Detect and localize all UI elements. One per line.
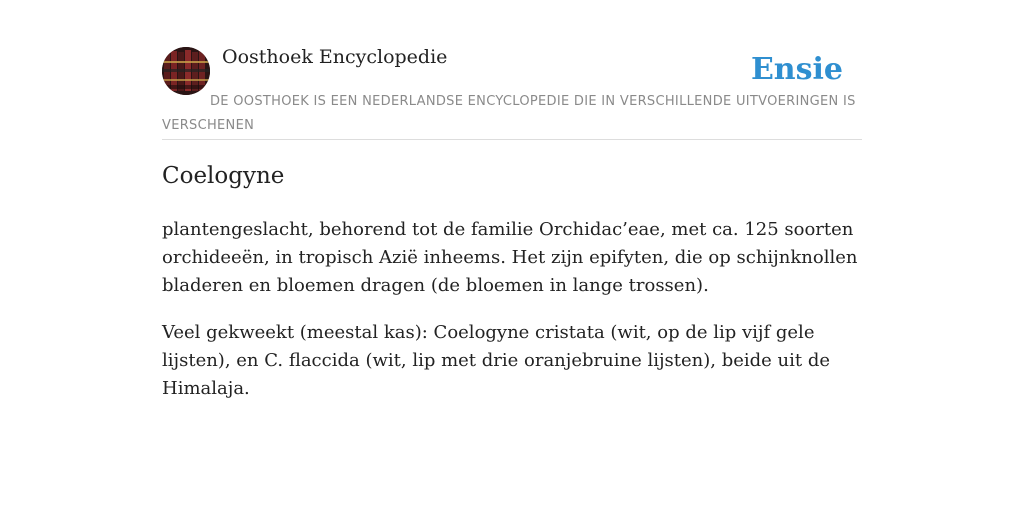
encyclopedia-books-icon[interactable] <box>162 47 210 95</box>
site-tagline: DE OOSTHOEK IS EEN NEDERLANDSE ENCYCLOPEDIE DIE IN VERSCHILLENDE UITVOERINGEN IS VERSCHENEN <box>162 94 856 133</box>
article-paragraph-1: plantengeslacht, behorend tot de familie Orchidac’eae, met ca. 125 soorten orchideeën, in tropisch Azië inheems. Het zijn epifyten, die op schijnknollen bladeren en bloemen dragen (de bloemen in lange trossen). <box>162 219 858 296</box>
article-body <box>162 216 862 422</box>
article-paragraph-2: Veel gekweekt (meestal kas): Coelogyne cristata (wit, op de lip vijf gele lijsten), en C. flaccida (wit, lip met drie oranjebruine lijsten), beide uit de Himalaja. <box>162 322 831 399</box>
site-header <box>162 0 862 140</box>
page-container <box>162 0 862 399</box>
ensie-logo-link[interactable]: Ensie <box>750 52 843 87</box>
article-title: Coelogyne <box>162 163 285 189</box>
books-image <box>162 47 210 95</box>
site-title-link[interactable]: Oosthoek Encyclopedie <box>222 46 448 68</box>
